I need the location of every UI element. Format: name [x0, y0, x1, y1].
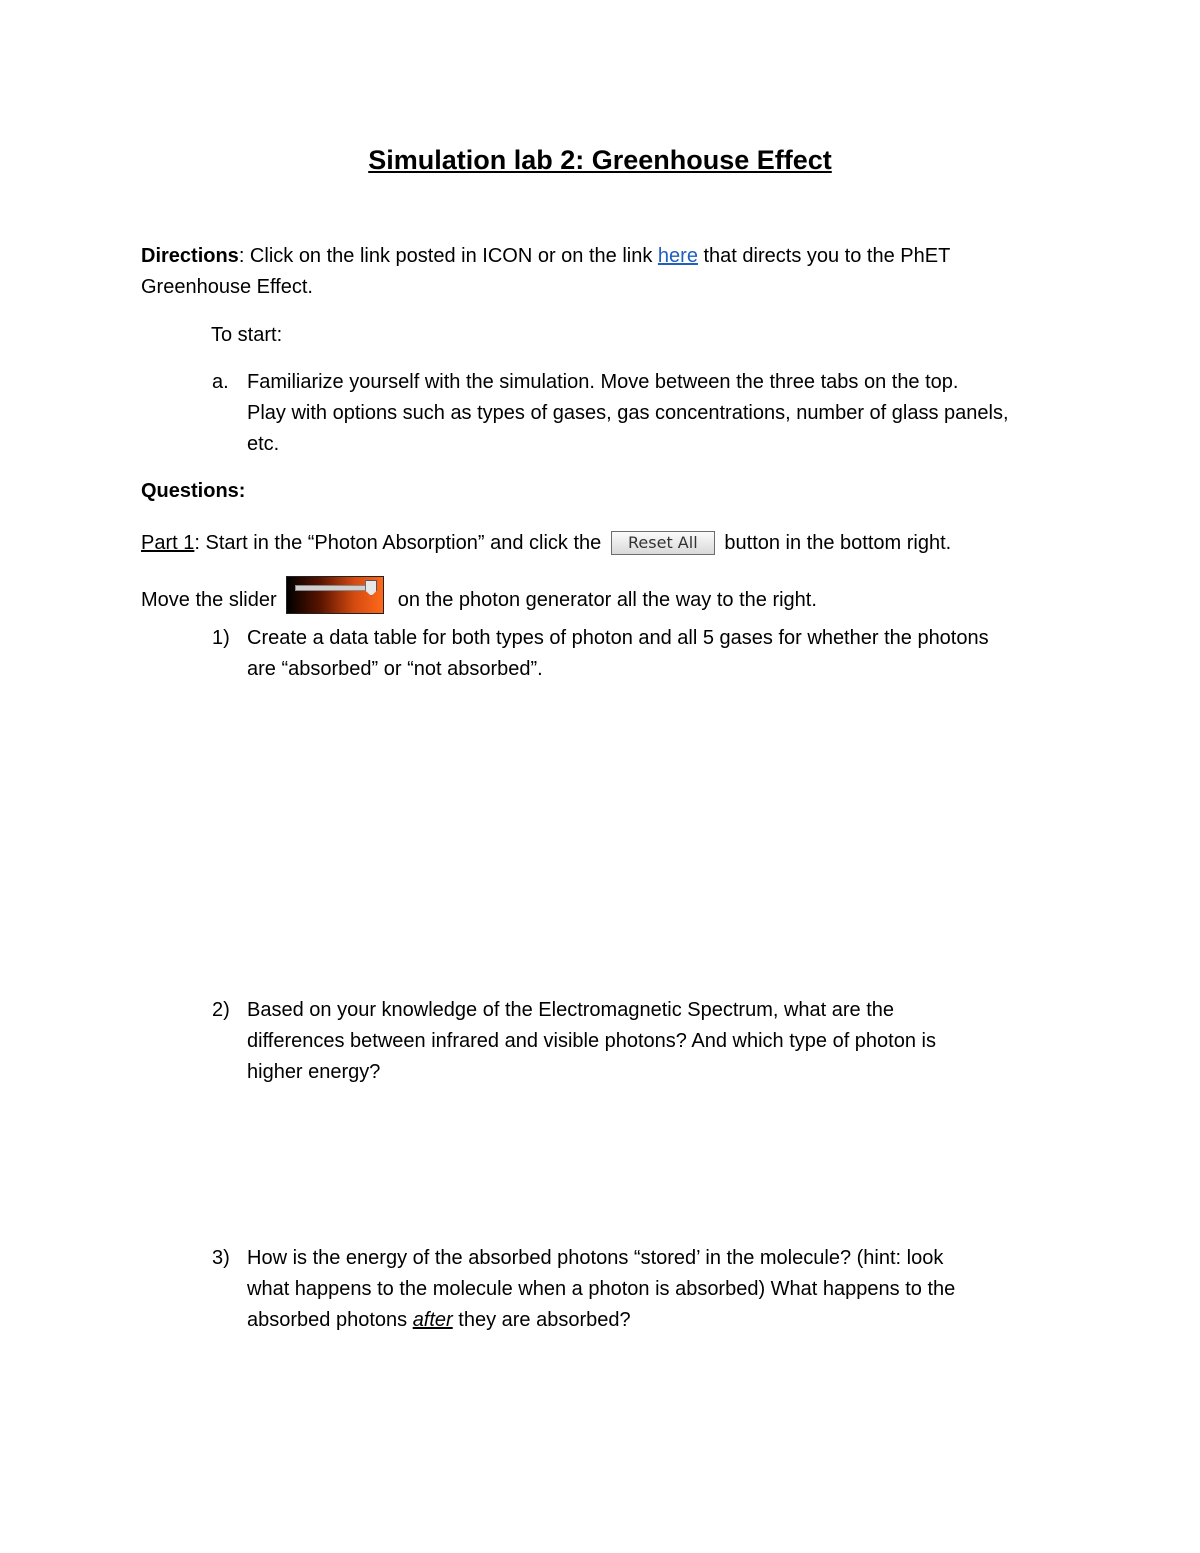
list-marker-a: a. [212, 371, 229, 393]
slider-track [295, 585, 371, 591]
question-1-line-2: are “absorbed” or “not absorbed”. [247, 658, 543, 680]
question-3-line-3 [247, 1305, 1077, 1336]
slider-thumb [365, 580, 377, 596]
question-3-emphasis: after [412, 1309, 453, 1331]
part1-paragraph [141, 528, 951, 559]
question-3-number: 3) [212, 1247, 230, 1269]
part1-text: : Start in the “Photon Absorption” and click the [194, 532, 602, 554]
directions-label: Directions [141, 245, 239, 267]
question-2-line-2: differences between infrared and visible photons? And which type of photon is [247, 1030, 936, 1052]
question-2-line-1: Based on your knowledge of the Electromagnetic Spectrum, what are the [247, 999, 895, 1021]
slider-text-before: Move the slider [141, 589, 277, 611]
questions-heading [141, 476, 245, 507]
question-2-line-3: higher energy? [247, 1061, 381, 1083]
question-3-line-2: what happens to the molecule when a photon is absorbed) What happens to the [247, 1278, 956, 1300]
page-title: Simulation lab 2: Greenhouse Effect [368, 145, 832, 175]
slider-text-after: on the photon generator all the way to the right. [397, 589, 817, 611]
directions-text-after: that directs you to the PhET [697, 245, 951, 267]
question-3-line-3-after: they are absorbed? [452, 1309, 631, 1331]
question-1-line-1: Create a data table for both types of photon and all 5 gases for whether the photons [247, 627, 989, 649]
directions-line-2: Greenhouse Effect. [141, 276, 313, 298]
directions-paragraph [141, 241, 950, 272]
question-1-number: 1) [212, 627, 230, 649]
part1-label: Part 1 [141, 532, 195, 554]
directions-text: : Click on the link posted in ICON or on the link [238, 245, 658, 267]
to-start-label: To start: [211, 324, 283, 346]
start-item-line-1: Familiarize yourself with the simulation. Move between the three tabs on the top. [247, 371, 959, 393]
question-3-line-3-before: absorbed photons [247, 1309, 413, 1331]
part1-text-after: button in the bottom right. [724, 532, 952, 554]
start-item-line-2: Play with options such as types of gases, gas concentrations, number of glass panels, [247, 402, 1009, 424]
start-item-line-3: etc. [247, 433, 280, 455]
here-link[interactable]: here [657, 245, 698, 267]
slider-paragraph [141, 576, 817, 616]
questions-label: Questions [141, 480, 239, 502]
photon-slider-image [286, 576, 384, 614]
question-2-number: 2) [212, 999, 230, 1021]
questions-colon: : [238, 480, 246, 502]
question-3-line-1: How is the energy of the absorbed photons “stored’ in the molecule? (hint: look [247, 1247, 944, 1269]
reset-all-button-image: Reset All [611, 531, 715, 555]
